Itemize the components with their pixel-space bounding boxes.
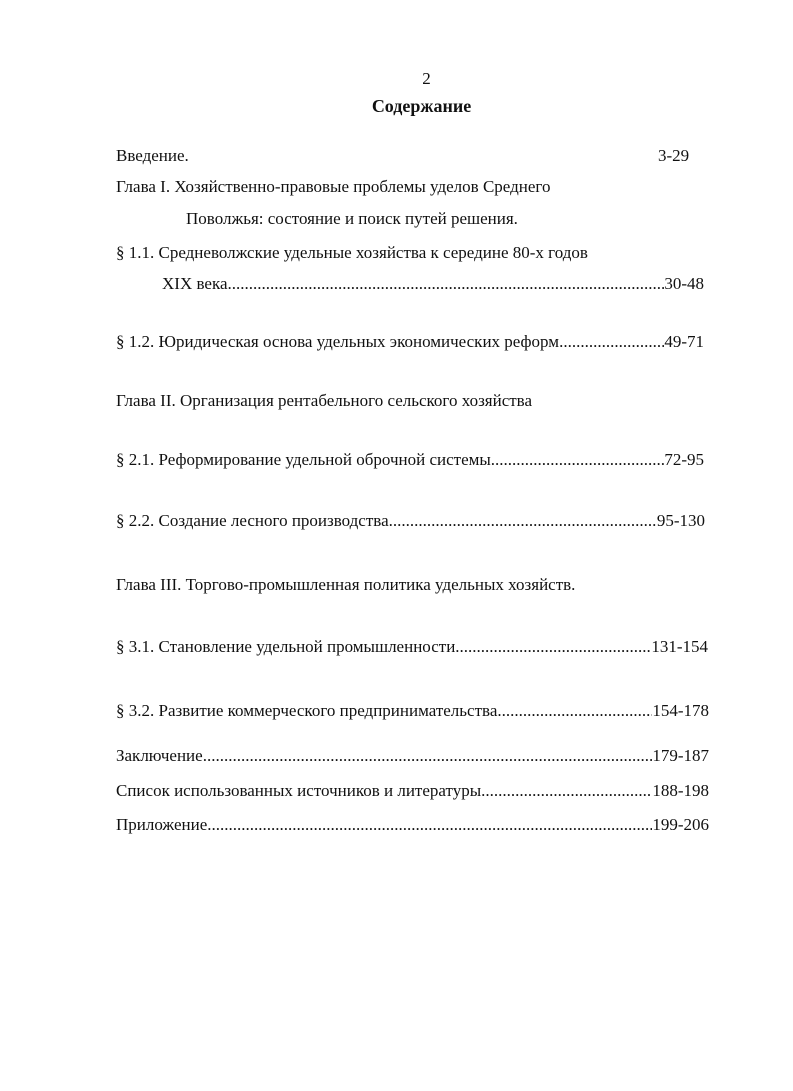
toc-section-3-2-entry <box>116 701 709 721</box>
toc-sources-pages: 188-198 <box>652 781 709 800</box>
dot-leader <box>203 746 653 766</box>
toc-chapter-1-line-2: Поволжья: состояние и поиск путей решения. <box>186 209 518 228</box>
dot-leader <box>491 450 665 470</box>
toc-conclusion-entry <box>116 746 709 766</box>
toc-intro-pages: 3-29 <box>658 146 690 165</box>
toc-conclusion-pages: 179-187 <box>652 746 709 765</box>
toc-section-1-2-pages: 49-71 <box>664 332 704 351</box>
toc-section-2-2-entry <box>116 511 705 531</box>
toc-section-1-1-line-2: XIX века <box>162 274 228 293</box>
toc-section-2-1-pages: 72-95 <box>664 450 704 469</box>
toc-section-2-2-label: § 2.2. Создание лесного производства <box>116 511 389 530</box>
toc-section-3-1-entry <box>116 637 708 657</box>
toc-section-1-2-label: § 1.2. Юридическая основа удельных экономических реформ <box>116 332 560 351</box>
toc-sources-entry <box>116 781 709 801</box>
toc-chapter-2: Глава II. Организация рентабельного сельского хозяйства <box>116 391 533 410</box>
dot-leader <box>228 274 665 294</box>
toc-chapter-3: Глава III. Торгово-промышленная политика удельных хозяйств. <box>116 575 576 594</box>
toc-section-1-1-pages: 30-48 <box>664 274 704 293</box>
toc-section-2-1-label: § 2.1. Реформирование удельной оброчной системы <box>116 450 491 469</box>
toc-section-1-2-entry <box>116 332 704 352</box>
dot-leader <box>455 637 651 657</box>
toc-section-3-1-pages: 131-154 <box>651 637 708 656</box>
toc-appendix-pages: 199-206 <box>652 815 709 834</box>
toc-section-2-1-entry <box>116 450 704 470</box>
toc-appendix-entry <box>116 815 709 835</box>
toc-section-2-2-pages: 95-130 <box>656 511 705 530</box>
toc-sources-label: Список использованных источников и литературы <box>116 781 482 800</box>
dot-leader <box>207 815 652 835</box>
toc-section-1-1-line-1: § 1.1. Средневолжские удельные хозяйства к середине 80-х годов <box>116 243 588 262</box>
toc-section-1-1-entry <box>162 274 704 294</box>
toc-section-3-1-label: § 3.1. Становление удельной промышленности <box>116 637 456 656</box>
toc-intro-label: Введение. <box>116 146 189 165</box>
dot-leader <box>481 781 652 801</box>
toc-appendix-label: Приложение <box>116 815 208 834</box>
toc-section-3-2-pages: 154-178 <box>652 701 709 720</box>
dot-leader <box>497 701 652 721</box>
dot-leader <box>559 332 664 352</box>
page-number: 2 <box>422 69 431 88</box>
toc-conclusion-label: Заключение <box>116 746 203 765</box>
toc-chapter-1-line-1: Глава I. Хозяйственно-правовые проблемы уделов Среднего <box>116 177 551 196</box>
dot-leader <box>389 511 657 531</box>
page-title: Содержание <box>371 96 472 116</box>
toc-section-3-2-label: § 3.2. Развитие коммерческого предпринимательства <box>116 701 498 720</box>
